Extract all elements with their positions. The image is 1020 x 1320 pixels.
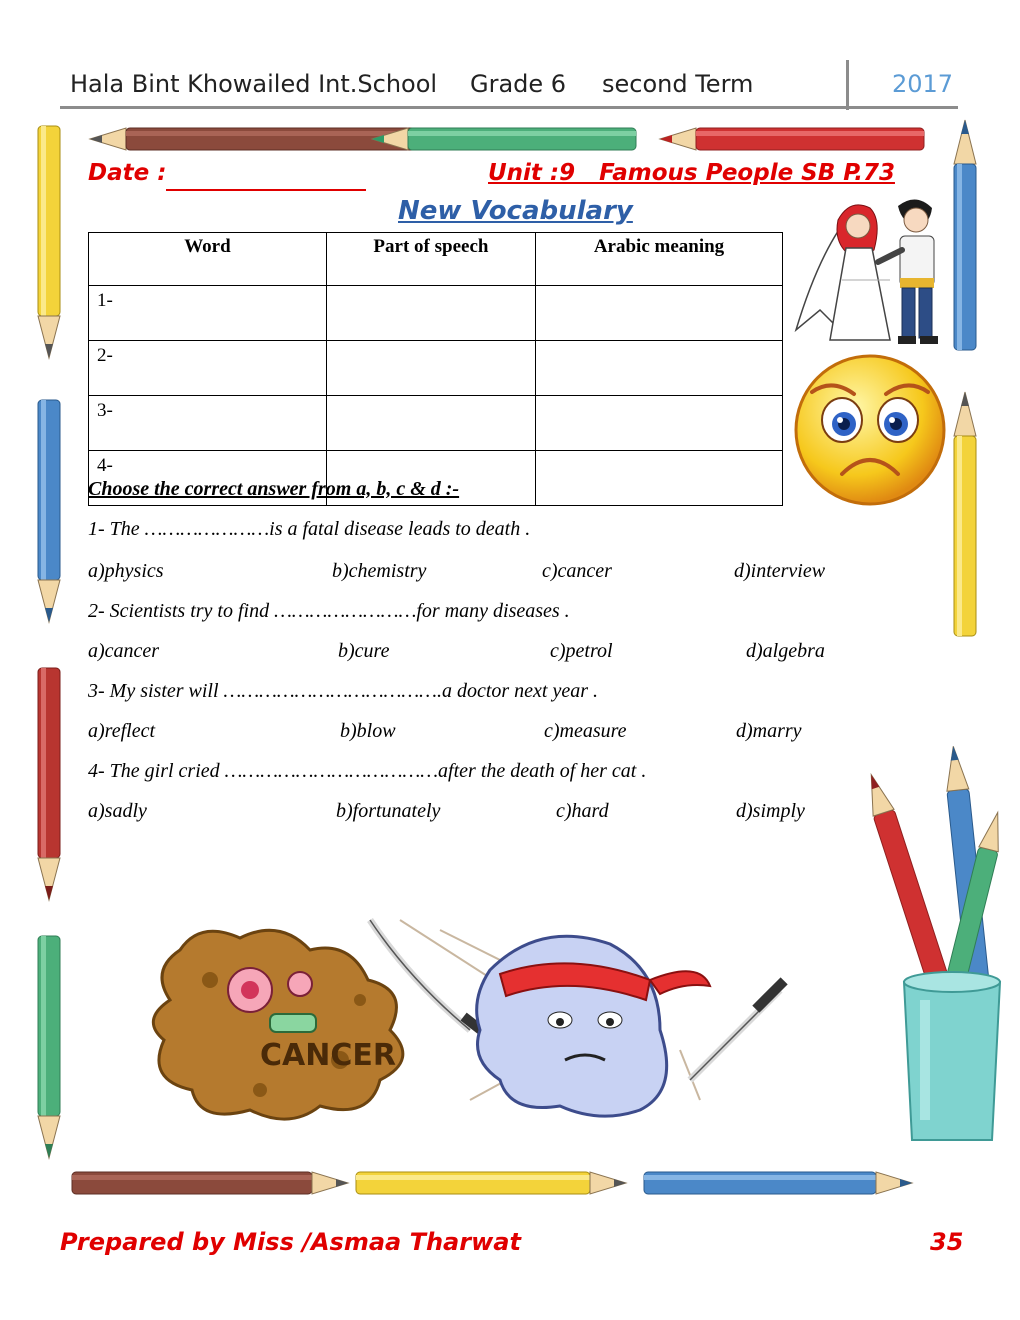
pencil-icon (660, 128, 924, 150)
option-b[interactable]: b)chemistry (332, 560, 427, 582)
option-c[interactable]: c)petrol (550, 640, 613, 662)
pencil-icon (372, 128, 636, 150)
option-d[interactable]: d)marry (736, 720, 802, 742)
pencil-icon (356, 1172, 626, 1194)
column-header-word: Word (89, 233, 327, 286)
option-d[interactable]: d)algebra (746, 640, 825, 662)
option-b[interactable]: b)cure (338, 640, 390, 662)
row-number: 2- (89, 341, 327, 396)
header-rule (60, 106, 958, 109)
vocabulary-table (88, 232, 783, 506)
blank-cell[interactable] (326, 396, 535, 451)
option-c[interactable]: c)cancer (542, 560, 612, 582)
option-a[interactable]: a)sadly (88, 800, 147, 822)
page-number: 35 (930, 1228, 964, 1256)
pencil-icon (644, 1172, 912, 1194)
term-label: second Term (602, 70, 754, 98)
pencil-icon (38, 126, 60, 358)
pencil-icon (38, 400, 60, 622)
question-2: 2- Scientists try to find ……………………for many diseases . (88, 600, 570, 622)
pencil-icon (38, 668, 60, 900)
blank-cell[interactable] (536, 341, 783, 396)
blank-cell[interactable] (536, 286, 783, 341)
question-1: 1- The …………………is a fatal disease leads to death . (88, 518, 531, 540)
blank-cell[interactable] (326, 286, 535, 341)
sad-face-icon (792, 350, 948, 510)
question-4: 4- The girl cried ………………………………after the death of her cat . (88, 760, 647, 782)
exercise-instruction: Choose the correct answer from a, b, c & d :- (88, 478, 460, 500)
pencil-cup-icon (861, 745, 1008, 1140)
blank-cell[interactable] (326, 341, 535, 396)
row-number: 4- (89, 451, 327, 506)
question-3: 3- My sister will ……………………………….a doctor next year . (88, 680, 599, 702)
pencil-icon (38, 936, 60, 1158)
row-number: 1- (89, 286, 327, 341)
blank-cell[interactable] (536, 451, 783, 506)
header-divider (846, 60, 849, 110)
table-row (89, 286, 783, 341)
pencil-icon (72, 1172, 348, 1194)
option-c[interactable]: c)hard (556, 800, 609, 822)
option-d[interactable]: d)interview (734, 560, 826, 582)
prepared-by: Prepared by Miss /Asmaa Tharwat (60, 1228, 521, 1256)
pencil-icon (954, 392, 976, 636)
option-b[interactable]: b)fortunately (336, 800, 441, 822)
date-label: Date : (88, 160, 167, 186)
section-title: New Vocabulary (398, 196, 633, 226)
blank-cell[interactable] (536, 396, 783, 451)
table-row (89, 396, 783, 451)
cancer-cartoon-illustration (140, 910, 820, 1130)
table-header-row (89, 233, 783, 286)
option-b[interactable]: b)blow (340, 720, 396, 742)
option-d[interactable]: d)simply (736, 800, 805, 822)
year-label: 2017 (892, 70, 954, 98)
option-a[interactable]: a)cancer (88, 640, 160, 662)
column-header-arabic-meaning: Arabic meaning (536, 233, 783, 286)
unit-title: Unit :9 Famous People SB P.73 (488, 160, 895, 186)
column-header-part-of-speech: Part of speech (326, 233, 535, 286)
option-a[interactable]: a)reflect (88, 720, 156, 742)
school-name: Hala Bint Khowailed Int.School (70, 70, 438, 98)
option-a[interactable]: a)physics (88, 560, 164, 582)
row-number: 3- (89, 396, 327, 451)
cancer-label: CANCER (260, 1038, 396, 1073)
date-blank-line (166, 189, 366, 191)
grade-label: Grade 6 (470, 70, 567, 98)
table-row (89, 341, 783, 396)
bride-groom-illustration (790, 190, 960, 350)
option-c[interactable]: c)measure (544, 720, 627, 742)
